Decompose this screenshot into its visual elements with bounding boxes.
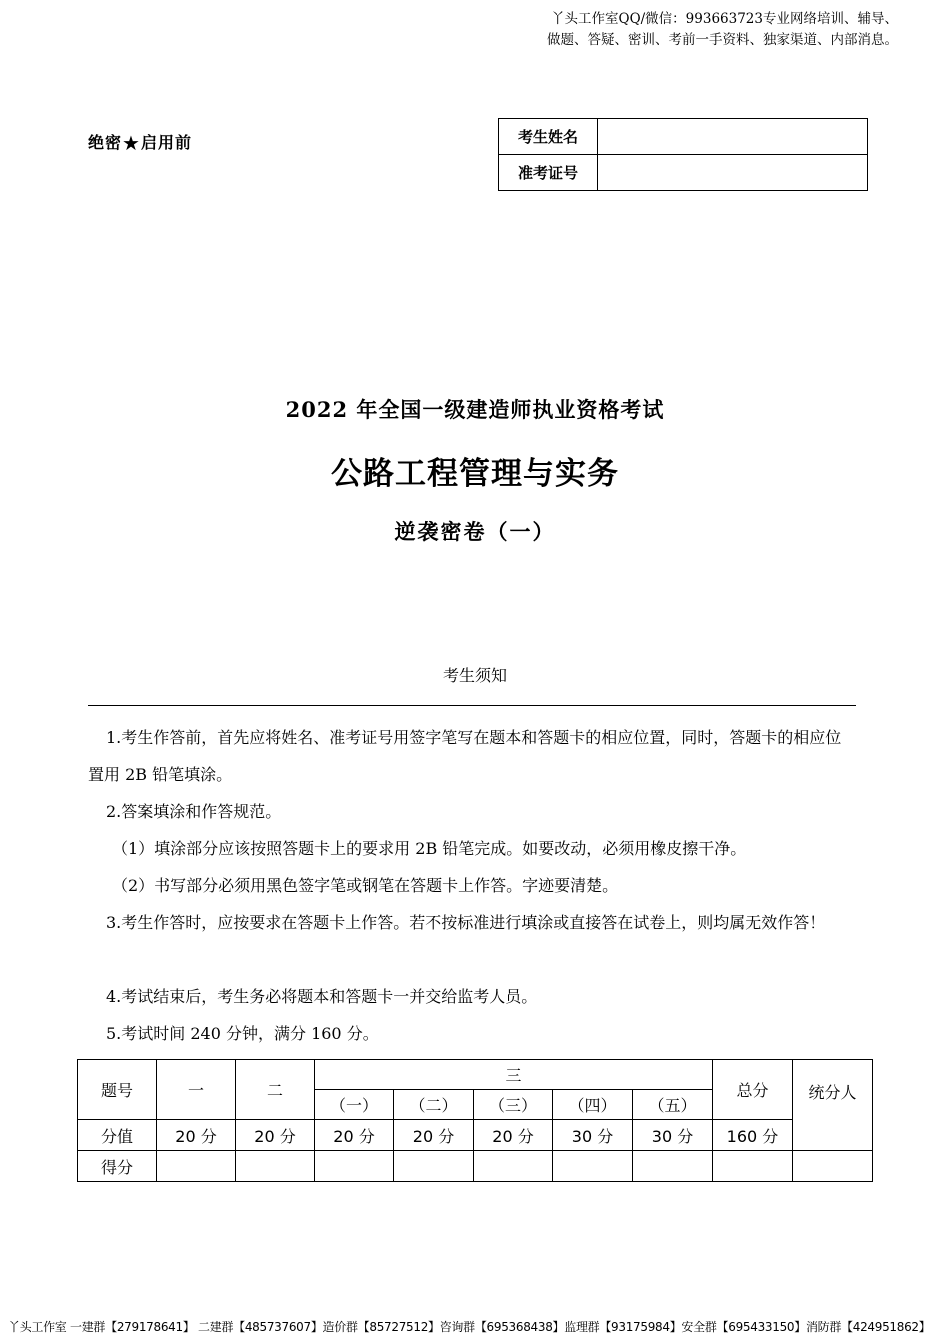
notice-divider — [88, 705, 856, 706]
value-part-two: 20 分 — [236, 1120, 315, 1151]
header-scorer: 统分人 — [793, 1060, 873, 1151]
row-label-score: 得分 — [78, 1151, 157, 1182]
score-cell[interactable] — [236, 1151, 315, 1182]
footer-groups: 丫头工作室 一建群【279178641】 二建群【485737607】造价群【85727512】咨询群【695368438】监理群【93175984】安全群【695433150】消防群【424951862】 — [8, 1320, 931, 1334]
notice-item-1: 1.考生作答前，首先应将姓名、准考证号用签字笔写在题本和答题卡的相应位置，同时，答题卡的相应位置用 2B 铅笔填涂。 — [88, 728, 842, 784]
score-cell[interactable] — [553, 1151, 633, 1182]
header-part-two: 二 — [236, 1060, 315, 1120]
value-sub-2: 20 分 — [394, 1120, 474, 1151]
value-sub-1: 20 分 — [315, 1120, 394, 1151]
header-sub-1: （一） — [315, 1090, 394, 1120]
header-part-three: 三 — [315, 1060, 713, 1090]
notice-item-4: 4.考试结束后，考生务必将题本和答题卡一并交给监考人员。 — [106, 987, 538, 1006]
exam-title: 2022 年全国一级建造师执业资格考试 — [285, 397, 665, 422]
value-sub-4: 30 分 — [553, 1120, 633, 1151]
row-label-value: 分值 — [78, 1120, 157, 1151]
subject-title: 公路工程管理与实务 — [331, 456, 619, 492]
notice-item-2-2: （2）书写部分必须用黑色签字笔或钢笔在答题卡上作答。字迹要清楚。 — [112, 876, 619, 895]
score-cell[interactable] — [394, 1151, 474, 1182]
value-sub-5: 30 分 — [633, 1120, 713, 1151]
confidential-text: 绝密 — [88, 133, 123, 152]
score-cell[interactable] — [474, 1151, 553, 1182]
value-total: 160 分 — [713, 1120, 793, 1151]
admission-id-field[interactable] — [598, 155, 868, 191]
before-use-text: 启用前 — [140, 133, 192, 152]
score-table — [77, 1059, 873, 1182]
header-total: 总分 — [713, 1060, 793, 1120]
candidate-info-table — [498, 118, 868, 191]
notice-item-2-1: （1）填涂部分应该按照答题卡上的要求用 2B 铅笔完成。如要改动，必须用橡皮擦干净。 — [112, 839, 747, 858]
value-part-one: 20 分 — [157, 1120, 236, 1151]
header-contact-line-2: 做题、答疑、密训、考前一手资料、独家渠道、内部消息。 — [547, 32, 898, 48]
header-contact-line-1: 丫头工作室QQ/微信：993663723专业网络培训、辅导、 — [551, 11, 898, 27]
header-sub-2: （二） — [394, 1090, 474, 1120]
paper-title: 逆袭密卷（一） — [394, 519, 556, 544]
score-cell[interactable] — [315, 1151, 394, 1182]
score-cell[interactable] — [713, 1151, 793, 1182]
header-part-one: 一 — [157, 1060, 236, 1120]
header-sub-5: （五） — [633, 1090, 713, 1120]
notice-title: 考生须知 — [442, 666, 507, 685]
score-cell[interactable] — [157, 1151, 236, 1182]
score-cell[interactable] — [633, 1151, 713, 1182]
value-sub-3: 20 分 — [474, 1120, 553, 1151]
header-question-number: 题号 — [78, 1060, 157, 1120]
candidate-name-field[interactable] — [598, 119, 868, 155]
notice-item-5: 5.考试时间 240 分钟，满分 160 分。 — [106, 1024, 379, 1043]
notice-item-3: 3.考生作答时，应按要求在答题卡上作答。若不按标准进行填涂或直接答在试卷上，则均属无效作答！ — [106, 913, 826, 932]
header-sub-4: （四） — [553, 1090, 633, 1120]
confidential-mark — [88, 130, 192, 155]
notice-item-2: 2.答案填涂和作答规范。 — [106, 802, 282, 821]
star-icon: ★ — [122, 131, 141, 155]
score-cell[interactable] — [793, 1151, 873, 1182]
header-sub-3: （三） — [474, 1090, 553, 1120]
candidate-name-label: 考生姓名 — [499, 119, 598, 155]
admission-id-label: 准考证号 — [499, 155, 598, 191]
